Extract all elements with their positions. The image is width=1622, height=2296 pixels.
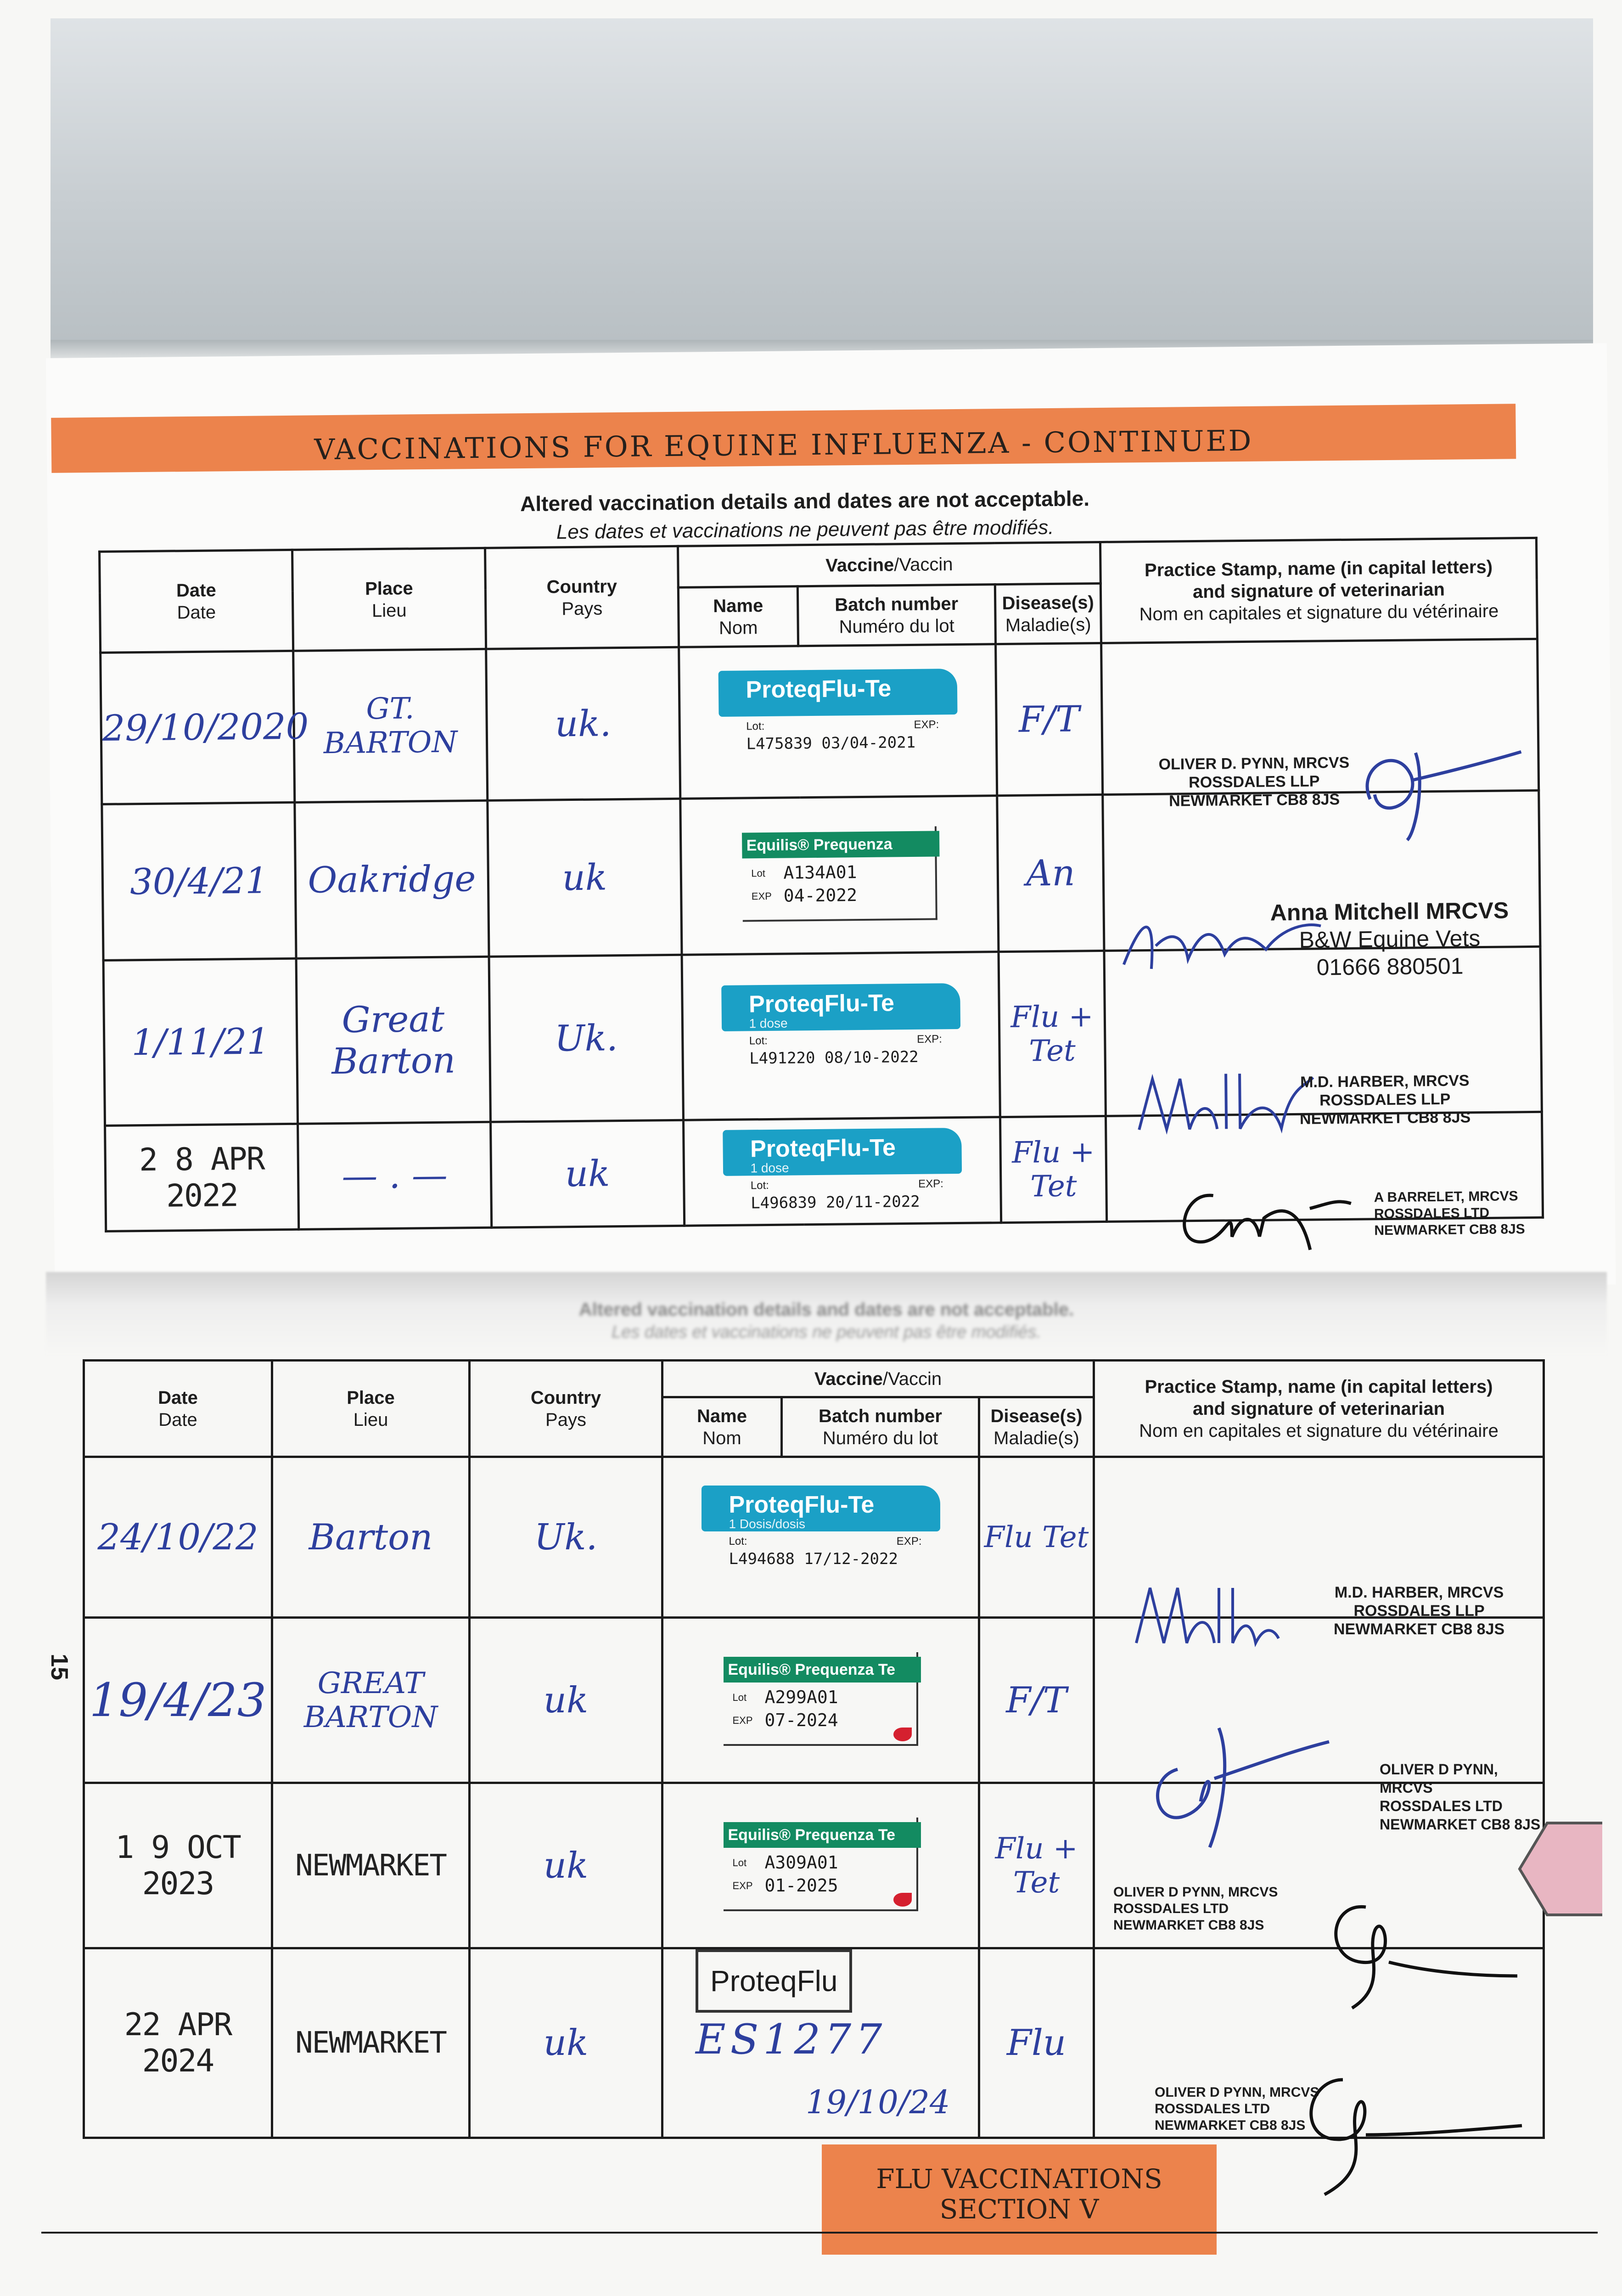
vet-stamp: Anna Mitchell MRCVS B&W Equine Vets 01666 880501 bbox=[1270, 897, 1509, 980]
equilis-label: Equilis® Prequenza Lot A134A01 EXP 04-2022 bbox=[741, 826, 937, 922]
cell-disease: Flu + Tet bbox=[979, 1783, 1094, 1948]
vaccine-label-cell bbox=[662, 1948, 979, 2138]
cell-country: uk bbox=[470, 1783, 662, 1948]
notice-english: Altered vaccination details and dates are not acceptable. bbox=[520, 486, 1090, 516]
cell-practice bbox=[1094, 1618, 1544, 1833]
vaccine-label-cell bbox=[662, 1457, 979, 1618]
cell-disease: An bbox=[997, 794, 1104, 951]
cell-place: Oakridge bbox=[295, 800, 489, 958]
header-batch: Batch number Numéro du lot bbox=[782, 1397, 979, 1457]
cell-disease: Flu bbox=[979, 1948, 1094, 2138]
cell-country: uk bbox=[470, 1618, 662, 1783]
page-tab-arrow-icon bbox=[1515, 1818, 1607, 1919]
header-country: Country Pays bbox=[470, 1361, 662, 1457]
header-name: Name Nom bbox=[662, 1397, 782, 1457]
cell-practice bbox=[1094, 1457, 1544, 1638]
cell-disease: Flu Tet bbox=[979, 1457, 1094, 1618]
header-disease: Disease(s) Maladie(s) bbox=[979, 1397, 1094, 1457]
lot-number: L491220 08/10-2022 bbox=[749, 1047, 919, 1068]
table-row bbox=[84, 1618, 1544, 1783]
cell-practice bbox=[1094, 1948, 1544, 2138]
cell-country: Uk. bbox=[489, 955, 683, 1122]
cell-place: Great Barton bbox=[296, 957, 490, 1124]
header-practice: Practice Stamp, name (in capital letters) and signature of veterinarian Nom en capitales et signature du vétérinaire bbox=[1100, 538, 1537, 643]
cell-place: — . — bbox=[298, 1122, 492, 1229]
vet-stamp: OLIVER D PYNN, MRCVS ROSSDALES LTD NEWMARKET CB8 8JS bbox=[1380, 1761, 1541, 1833]
proteq-label: ProteqFlu-Te Lot: EXP: L475839 03/04-2021 bbox=[718, 664, 958, 777]
vaccination-table-lower bbox=[83, 1359, 1545, 2139]
batch-handwritten: ES1277 bbox=[696, 2015, 887, 2064]
vet-stamp: OLIVER D PYNN, MRCVS ROSSDALES LTD NEWMARKET CB8 8JS bbox=[1155, 2085, 1319, 2133]
table-row bbox=[84, 1457, 1544, 1618]
header-vaccine: Vaccine/Vaccin bbox=[662, 1361, 1094, 1397]
header-practice: Practice Stamp, name (in capital letters) and signature of veterinarian Nom en capitales et signature du vétérinaire bbox=[1094, 1361, 1544, 1457]
cell-place: GT. BARTON bbox=[293, 649, 488, 802]
lot-number: L475839 03/04-2021 bbox=[746, 733, 916, 754]
vaccine-label-cell bbox=[662, 1618, 979, 1783]
cell-date: 2 8 APR 2022 bbox=[105, 1124, 299, 1231]
vet-stamp: OLIVER D. PYNN, MRCVS ROSSDALES LLP NEWMARKET CB8 8JS bbox=[1158, 754, 1350, 810]
cell-place: NEWMARKET bbox=[272, 1783, 470, 1948]
proteq-label: ProteqFlu-Te 1 dose Lot: EXP: L496839 20/11-2022 bbox=[723, 1123, 962, 1217]
notice-french: Les dates et vaccinations ne peuvent pas être modifiés. bbox=[556, 516, 1054, 544]
section-footer-box: FLU VACCINATIONS SECTION V bbox=[822, 2144, 1217, 2255]
page-number: 15 bbox=[45, 1654, 73, 1680]
lot-number: A299A01 bbox=[764, 1687, 838, 1707]
cell-country: uk bbox=[488, 799, 682, 957]
header-date: Date Date bbox=[84, 1361, 272, 1457]
bottom-rule bbox=[41, 2232, 1598, 2234]
cell-date: 24/10/22 bbox=[84, 1457, 272, 1618]
vet-stamp: M.D. HARBER, MRCVS ROSSDALES LLP NEWMARKET CB8 8JS bbox=[1334, 1583, 1505, 1638]
equilis-label: Equilis® Prequenza Te Lot A309A01 EXP 01-2025 bbox=[724, 1818, 918, 1911]
table-row bbox=[84, 1783, 1544, 1948]
table-row bbox=[84, 1948, 1544, 2138]
expiry-date: 01-2025 bbox=[764, 1875, 838, 1896]
expiry-date: 04-2022 bbox=[783, 885, 858, 906]
header-name: Name Nom bbox=[678, 586, 798, 647]
vaccine-label-cell bbox=[662, 1783, 979, 1948]
cell-date: 1/11/21 bbox=[103, 958, 297, 1125]
cell-disease: F/T bbox=[979, 1618, 1094, 1783]
header-place: Place Lieu bbox=[292, 548, 486, 651]
cell-date: 1 9 OCT 2023 bbox=[84, 1783, 272, 1948]
proteq-label: ProteqFlu-Te 1 dose Lot: EXP: L491220 08/10-2022 bbox=[721, 979, 961, 1091]
vet-stamp: M.D. HARBER, MRCVS ROSSDALES LLP NEWMARKET CB8 8JS bbox=[1299, 1071, 1471, 1128]
cell-country: uk bbox=[491, 1120, 685, 1227]
cell-country: uk bbox=[470, 1948, 662, 2138]
vet-stamp: OLIVER D PYNN, MRCVS ROSSDALES LTD NEWMARKET CB8 8JS bbox=[1113, 1884, 1278, 1933]
proteqflu-stamp: ProteqFlu bbox=[696, 1949, 852, 2013]
expiry-date: 07-2024 bbox=[764, 1710, 838, 1730]
blurred-notice: Altered vaccination details and dates are not acceptable. Les dates et vaccinations ne peuvent pas être modifiés. bbox=[46, 1272, 1607, 1355]
cell-disease: Flu + Tet bbox=[999, 951, 1106, 1117]
header-disease: Disease(s) Maladie(s) bbox=[995, 583, 1101, 644]
vet-stamp: A BARRELET, MRCVS ROSSDALES LTD NEWMARKET CB8 8JS bbox=[1374, 1188, 1525, 1238]
cell-disease: F/T bbox=[996, 643, 1103, 795]
cell-practice bbox=[1094, 1783, 1544, 1948]
lot-number: L496839 20/11-2022 bbox=[751, 1192, 920, 1213]
cell-date: 29/10/2020 bbox=[101, 651, 295, 804]
cell-place: NEWMARKET bbox=[272, 1948, 470, 2138]
cell-disease: Flu + Tet bbox=[1000, 1116, 1106, 1222]
header-vaccine: Vaccine/Vaccin bbox=[678, 542, 1100, 587]
header-batch: Batch number Numéro du lot bbox=[797, 585, 995, 646]
lot-number: A134A01 bbox=[783, 862, 857, 883]
batch-date-handwritten: 19/10/24 bbox=[806, 2083, 950, 2121]
header-country: Country Pays bbox=[485, 546, 679, 649]
cell-date: 30/4/21 bbox=[102, 802, 296, 960]
lot-number: L494688 17/12-2022 bbox=[729, 1550, 898, 1568]
header-date: Date Date bbox=[100, 550, 293, 653]
cell-date: 22 APR 2024 bbox=[84, 1948, 272, 2138]
cell-date: 19/4/23 bbox=[84, 1618, 272, 1783]
equilis-label: Equilis® Prequenza Te Lot A299A01 EXP 07-2024 bbox=[724, 1652, 918, 1746]
cell-country: uk. bbox=[486, 647, 680, 800]
header-place: Place Lieu bbox=[272, 1361, 470, 1457]
signature-icon bbox=[1288, 2061, 1527, 2199]
section-banner: VACCINATIONS FOR EQUINE INFLUENZA - CONTINUED bbox=[51, 404, 1516, 473]
cell-place: Barton bbox=[272, 1457, 470, 1618]
cell-country: Uk. bbox=[470, 1457, 662, 1618]
proteq-label: ProteqFlu-Te 1 Dosis/dosis Lot: EXP: L494688 17/12-2022 bbox=[702, 1481, 940, 1591]
cell-place: GREAT BARTON bbox=[272, 1618, 470, 1783]
lot-number: A309A01 bbox=[764, 1852, 838, 1873]
